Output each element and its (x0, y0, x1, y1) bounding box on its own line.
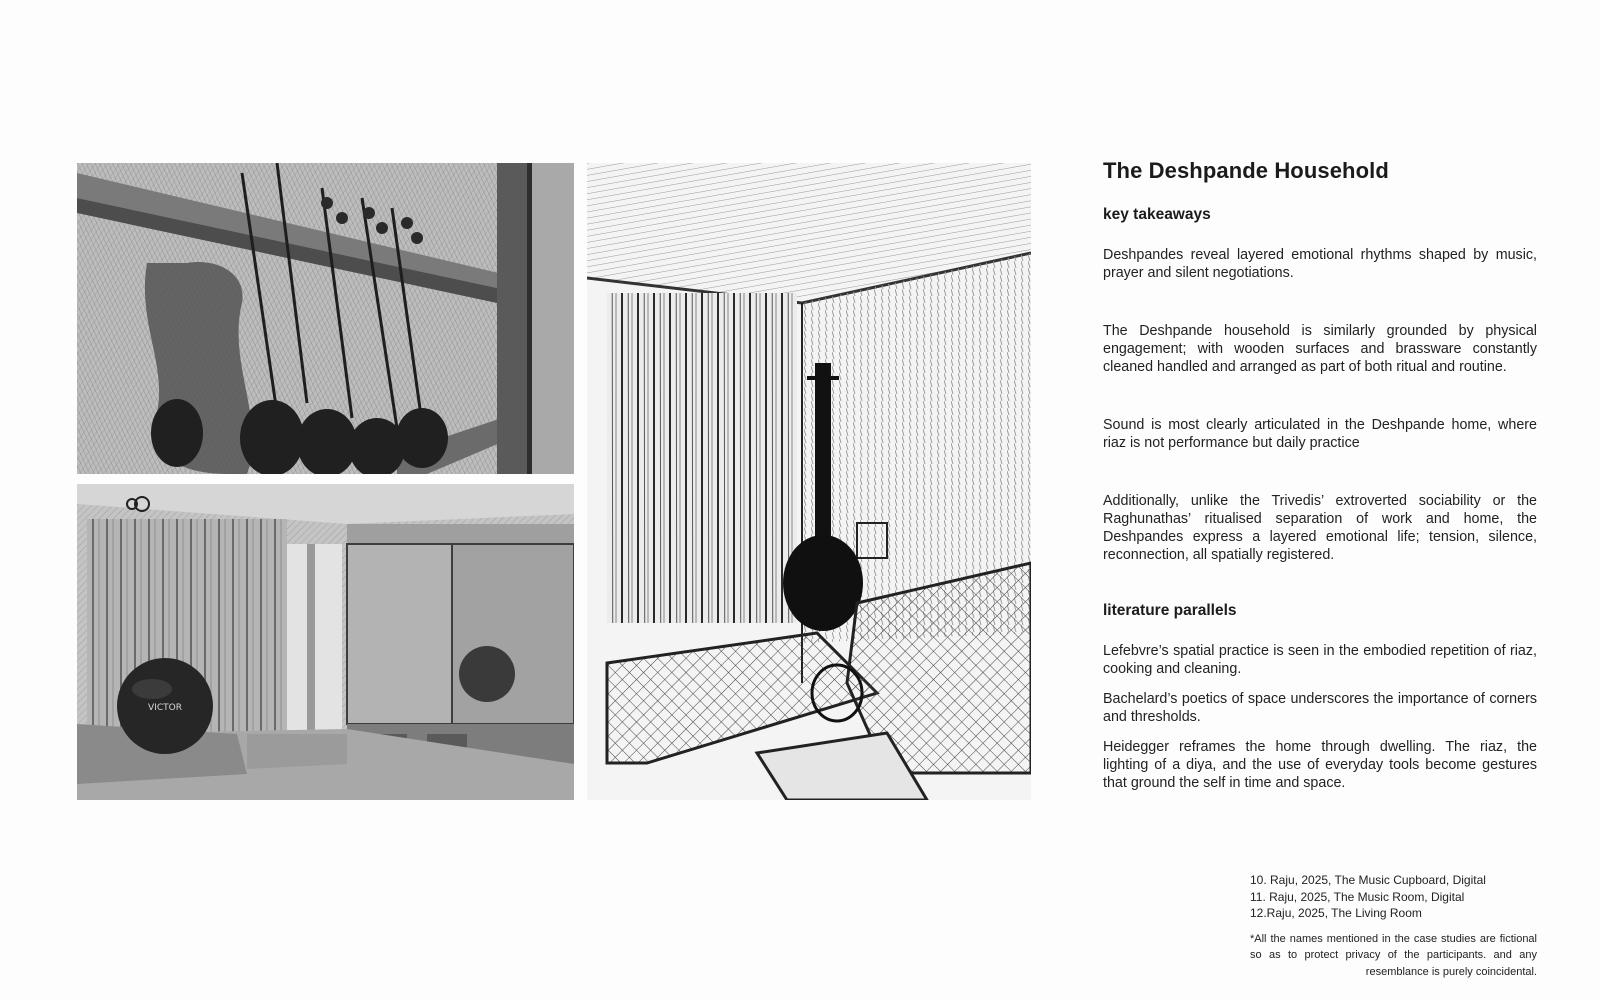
disclaimer-note: *All the names mentioned in the case studies are fictional so as to protect privacy of the participants. and any resemblance is purely coincidental. (1250, 932, 1537, 978)
literature-parallels-heading: literature parallels (1103, 602, 1237, 619)
music-room-sketch (77, 484, 574, 800)
page-title: The Deshpande Household (1103, 158, 1389, 183)
takeaway-paragraph: Deshpandes reveal layered emotional rhythms shaped by music, prayer and silent negotiations. (1103, 247, 1537, 281)
literature-paragraph: Bachelard’s poetics of space underscores the importance of corners and thresholds. (1103, 691, 1537, 725)
text-column (1103, 158, 1537, 792)
caption-10: 10. Raju, 2025, The Music Cupboard, Digital (1250, 873, 1486, 887)
takeaway-paragraph: Additionally, unlike the Trivedis’ extroverted sociability or the Raghunathas’ ritualised separation of work and home, the Deshpandes express a layered emotional life; tension, silence, reconnection, all spatially registered. (1103, 493, 1537, 563)
music-cupboard-sketch (77, 163, 574, 474)
living-room-sketch (587, 163, 1031, 800)
literature-paragraph: Heidegger reframes the home through dwelling. The riaz, the lighting of a diya, and the use of everyday tools become gestures that ground the self in time and space. (1103, 739, 1537, 791)
living-room-drawing (587, 163, 1031, 800)
figure-captions (1250, 872, 1537, 980)
music-cupboard-drawing (77, 163, 574, 474)
takeaway-paragraph: The Deshpande household is similarly grounded by physical engagement; with wooden surfaces and brassware constantly cleaned handled and arranged as part of both ritual and routine. (1103, 323, 1537, 375)
caption-11: 11. Raju, 2025, The Music Room, Digital (1250, 889, 1465, 904)
takeaway-paragraph: Sound is most clearly articulated in the Deshpande home, where riaz is not performance but daily practice (1103, 417, 1537, 451)
music-room-drawing (77, 484, 574, 800)
ball-label: VICTOR (148, 703, 182, 713)
caption-12: 12.Raju, 2025, The Living Room (1250, 906, 1422, 920)
key-takeaways-heading: key takeaways (1103, 206, 1211, 223)
literature-paragraph: Lefebvre’s spatial practice is seen in the embodied repetition of riaz, cooking and cleaning. (1103, 643, 1537, 677)
